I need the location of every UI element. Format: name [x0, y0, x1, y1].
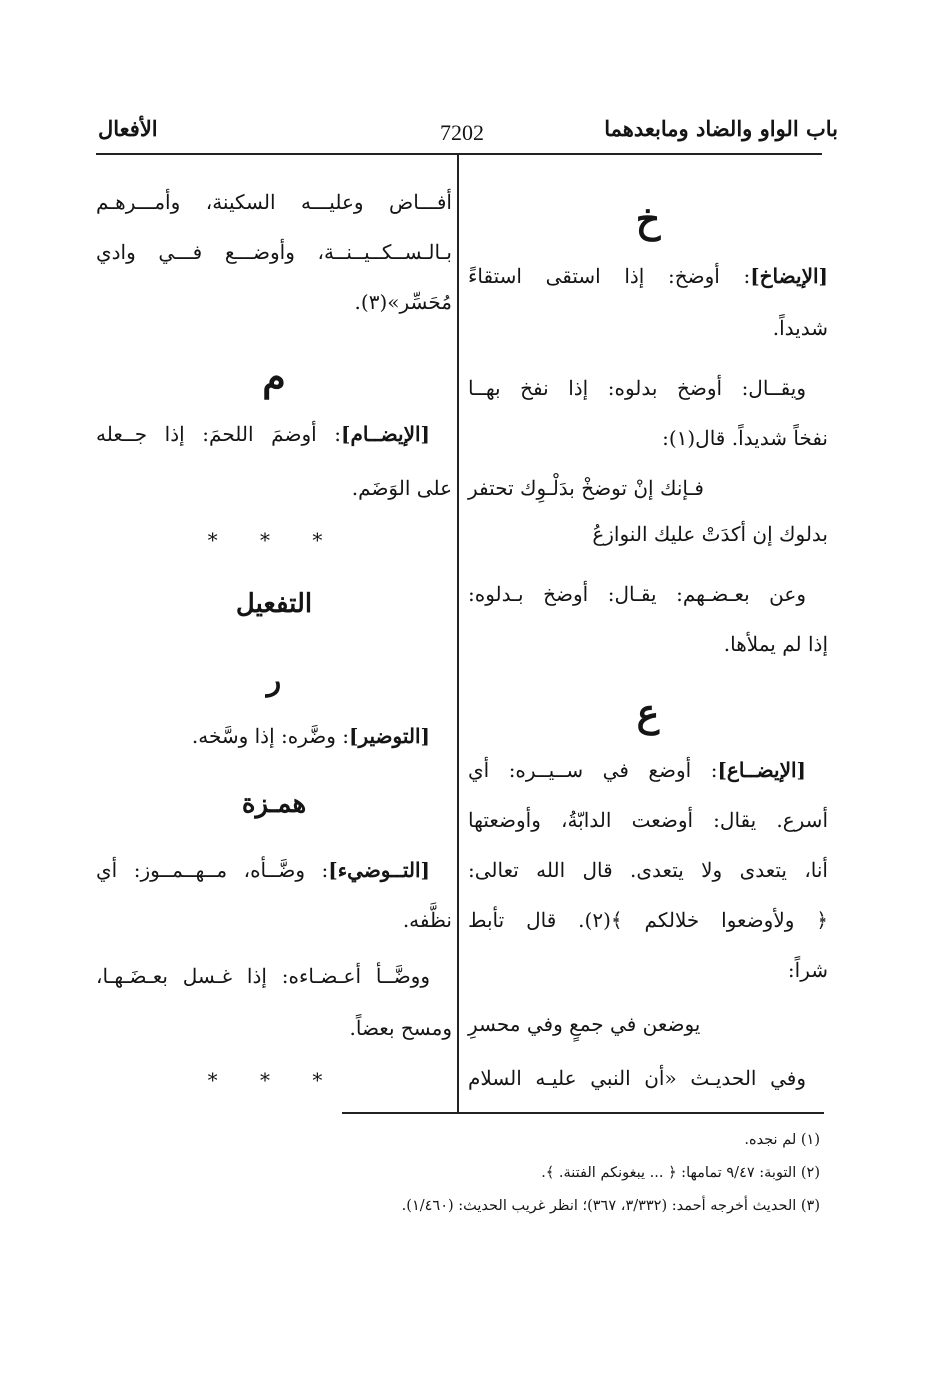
verse-line: بدلوك إن أكدَتْ عليك النوازعُ — [592, 522, 828, 546]
running-head-section: الأفعال — [98, 116, 158, 141]
running-head-chapter: باب الواو والضاد ومابعدهما — [604, 116, 838, 141]
entry-line: ﴿ ولأوضعوا خلالكم ﴾(٢). قال تأبط — [468, 908, 828, 932]
entry-text: : أوضمَ اللحمَ: إذا جــعله — [96, 422, 341, 446]
entry-line: وفي الحديـث «أن النبي عليـه السلام — [468, 1066, 806, 1090]
footnote-2: (٢) التوبة: ٩/٤٧ تمامها: ﴿ ... يبغونكم الفتنة. ﴾. — [541, 1165, 820, 1181]
section-letter-mim: م — [262, 354, 286, 399]
verse-line: يوضعن في جمعٍ وفي محسرِ — [468, 1012, 701, 1036]
entry-line: نظَّفه. — [402, 908, 452, 932]
entry-text: : وضَّــأه، مــهــمــوز: أي — [96, 858, 329, 882]
footnote-1: (١) لم نجده. — [744, 1132, 820, 1148]
entry-line: وعن بعـضـهم: يقـال: أوضخ بـدلوه: — [468, 582, 806, 606]
entry-line — [192, 722, 430, 750]
column-divider — [457, 155, 459, 1113]
entry-line: إذا لم يملأها. — [723, 632, 828, 656]
entry-line: بـالـســكــيــنــة، وأوضـــع فـــي وادي — [96, 240, 452, 264]
section-separator: * * * — [207, 1068, 341, 1092]
section-letter-ayn: ع — [636, 690, 660, 735]
entry-term: [الإيضاخ] — [750, 264, 828, 288]
entry-text: : وضَّره: إذا وسَّخه. — [191, 724, 349, 748]
page-number: 7202 — [440, 120, 484, 145]
section-letter-kha: خ — [635, 196, 661, 241]
entry-text: : أوضخ: إذا استقى استقاءً — [468, 264, 751, 288]
entry-line: أسرع. يقال: أوضعت الدابّةُ، وأوضعتها — [468, 808, 828, 832]
footnote-3: (٣) الحديث أخرجه أحمد: (٣/٣٣٢، ٣٦٧)؛ انظر غريب الحديث: (١/٤٦٠). — [401, 1198, 820, 1214]
entry-line — [468, 262, 828, 290]
verse-line: فـإنك إنْ توضخْ بدَلْـوِك تحتفر — [468, 476, 704, 500]
entry-term: [الإيضــام] — [341, 422, 430, 446]
entry-line: نفخاً شديداً. قال(١): — [662, 426, 828, 450]
section-separator: * * * — [207, 528, 341, 552]
entry-line — [96, 420, 430, 448]
entry-term: [التوضير] — [349, 724, 430, 748]
entry-line: أفـــاض وعليـــه السكينة، وأمـــرهـم — [96, 190, 452, 214]
entry-line: على الوَضَم. — [351, 476, 452, 500]
header-rule — [96, 153, 822, 155]
entry-term: [الإيضــاع] — [717, 758, 806, 782]
section-letter-ra: ر — [266, 663, 282, 698]
entry-line: شديداً. — [772, 316, 828, 340]
entry-term: [التــوضيء] — [328, 858, 430, 882]
footnote-rule — [342, 1112, 824, 1114]
entry-line: ويقــال: أوضخ بدلوه: إذا نفخ بهــا — [468, 376, 806, 400]
entry-line — [96, 856, 430, 884]
section-heading-hamza: همـزة — [241, 789, 307, 819]
entry-text: : أوضع في ســيــره: أي — [468, 758, 718, 782]
entry-line — [468, 756, 806, 784]
entry-line: ومسح بعضاً. — [349, 1016, 452, 1040]
entry-line: شراً: — [787, 958, 828, 982]
entry-line: مُحَسِّر»(٣). — [354, 290, 452, 314]
entry-line: ووضَّــأ أعـضـاءه: إذا غـسل بعـضَـهـا، — [96, 964, 430, 988]
entry-line: أنا، يتعدى ولا يتعدى. قال الله تعالى: — [468, 858, 828, 882]
form-heading: التفعيل — [235, 589, 313, 619]
